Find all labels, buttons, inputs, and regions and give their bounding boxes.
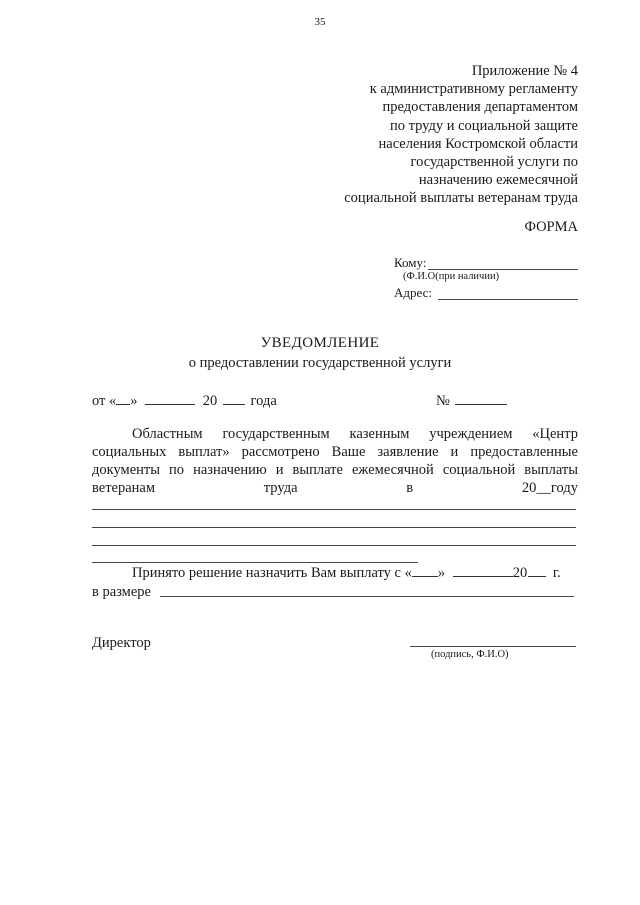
month-field[interactable] [145,391,195,405]
word: казенным [349,426,410,442]
decision-line [132,563,561,582]
decision-year: 20 [512,565,528,581]
number-field[interactable] [455,391,507,405]
page-number: 35 [314,16,326,28]
word: труда [263,480,298,496]
decision-day-field[interactable] [412,563,438,577]
appendix-line: государственной услуги по [410,154,578,171]
word: назначению [193,462,267,478]
amount-field[interactable] [160,596,574,597]
word: ветеранам [92,480,156,496]
appendix-line: предоставления департаментом [382,99,578,116]
recipient-to-label: Кому: [394,255,427,270]
signatory-role: Директор [92,635,151,651]
decision-text: Принято решение назначить Вам выплату с « [132,565,412,581]
recipient-name-hint: (Ф.И.О(при наличии) [403,271,500,282]
body-line-3 [92,461,578,479]
word: выплате [292,462,343,478]
word: документы [92,462,160,478]
word: социальной [442,462,516,478]
appendix-line: Приложение № 4 [471,63,578,79]
appendix-line: к административному регламенту [369,81,578,98]
appendix-line: по труду и социальной защите [389,117,578,134]
body-line-2 [92,443,578,461]
body-line-4 [92,479,578,497]
amount-line [92,583,151,601]
word: в [406,480,414,496]
signature-hint: (подпись, Ф.И.О) [431,649,509,660]
recipient-address-field[interactable] [438,299,578,300]
date-quote-close: » [130,393,138,409]
year-prefix: 20 [202,393,218,409]
year-suffix: года [250,393,277,409]
word: Ваше [331,444,366,460]
word: «Центр [532,426,578,442]
body-line-1 [92,425,578,443]
date-prefix: от « [92,393,117,409]
decision-year-field[interactable] [528,563,546,577]
word: предоставленные [470,444,578,460]
appendix-header [344,62,578,208]
word: ежемесячной [351,462,434,478]
word: 20__году [521,480,578,496]
notice-title: УВЕДОМЛЕНИЕ [260,335,380,351]
appendix-line: социальной выплаты ветеранам труда [344,190,578,207]
word: по [169,462,185,478]
form-label: ФОРМА [524,219,578,235]
decision-month-field[interactable] [453,563,513,577]
word: заявление [377,444,439,460]
word: рассмотрено [241,444,320,460]
year-field[interactable] [223,391,245,405]
word: выплат» [178,444,230,460]
appendix-line: населения Костромской области [378,135,578,152]
word: Областным [132,426,203,442]
amount-label: в размере [92,584,151,600]
day-field[interactable] [116,391,130,405]
appendix-line: назначению ежемесячной [418,172,578,189]
date-line [92,391,277,410]
signature-field[interactable] [410,646,576,647]
word: государственным [222,426,330,442]
blank-line[interactable] [92,527,576,528]
recipient-address-label: Адрес: [394,285,432,300]
word: и [450,444,459,460]
decision-year-suffix: г. [552,565,561,581]
blank-line[interactable] [92,509,576,510]
body-paragraph [92,425,578,497]
blank-line[interactable] [92,545,576,546]
number-line [436,391,507,410]
word: учреждением [429,426,513,442]
word: социальных [92,444,167,460]
decision-quote-close: » [437,565,446,581]
word: выплаты [524,462,578,478]
recipient-name-field[interactable] [428,269,578,270]
notice-subtitle: о предоставлении государственной услуги [188,355,452,371]
word: и [275,462,284,478]
number-label: № [436,393,450,409]
